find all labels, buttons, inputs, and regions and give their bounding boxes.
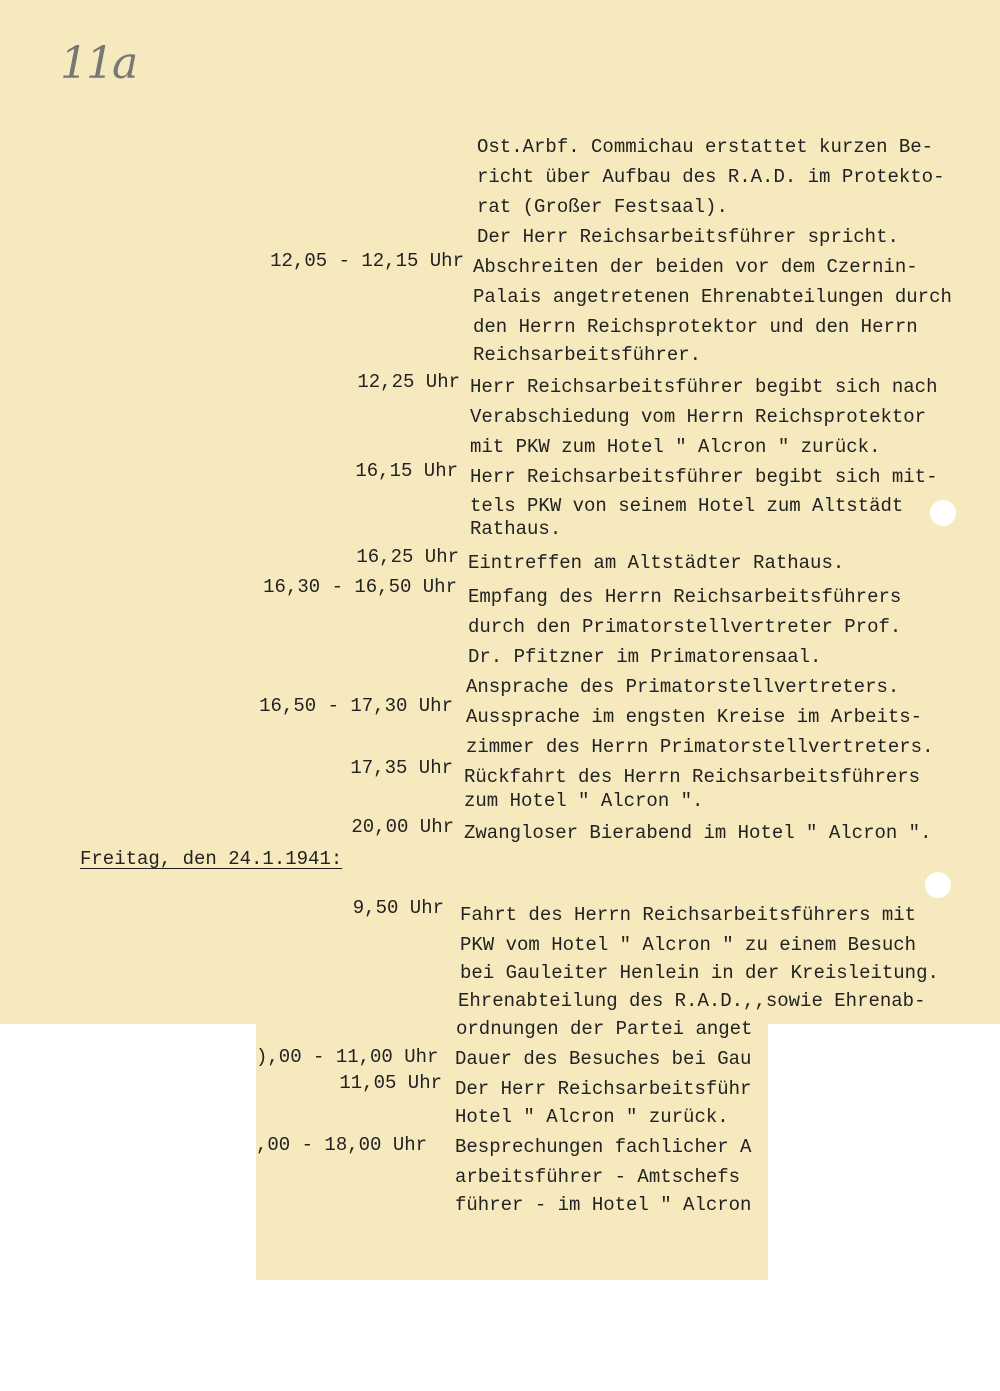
entry-line: mit PKW zum Hotel " Alcron " zurück. (470, 436, 881, 458)
entry-line: Der Herr Reichsarbeitsführ (455, 1078, 752, 1100)
punch-hole (930, 500, 956, 526)
entry-line: Ansprache des Primatorstellvertreters. (466, 676, 900, 698)
entry-time: 9,50 Uhr (352, 897, 444, 919)
entry-line: Rückfahrt des Herrn Reichsarbeitsführers (464, 766, 921, 788)
entry-line: Zwangloser Bierabend im Hotel " Alcron ". (464, 822, 932, 844)
punch-hole (925, 872, 951, 898)
entry-time: 16,15 Uhr (355, 460, 458, 482)
entry-line: Palais angetretenen Ehrenabteilungen durch (473, 286, 952, 308)
entry-line: bei Gauleiter Henlein in der Kreisleitung. (460, 962, 939, 984)
entry-line: zimmer des Herrn Primatorstellvertreters. (466, 736, 934, 758)
entry-line: Dauer des Besuches bei Gau (455, 1048, 752, 1070)
entry-time: 12,25 Uhr (357, 371, 460, 393)
entry-line: zum Hotel " Alcron ". (464, 790, 704, 812)
entry-time: 16,25 Uhr (356, 546, 459, 568)
entry-line: Verabschiedung vom Herrn Reichsprotektor (470, 406, 927, 428)
entry-time: 12,05 - 12,15 Uhr (270, 250, 464, 272)
entry-time: 20,00 Uhr (351, 816, 454, 838)
entry-time: ),00 - 11,00 Uhr (256, 1046, 439, 1068)
entry-line: führer - im Hotel " Alcron (455, 1194, 752, 1216)
handwritten-page-number: 11a (60, 38, 137, 89)
entry-line: Herr Reichsarbeitsführer begibt sich mit- (470, 466, 938, 488)
entry-line: Hotel " Alcron " zurück. (455, 1106, 729, 1128)
entry-line: Ehrenabteilung des R.A.D.,,sowie Ehrenab- (458, 990, 926, 1012)
entry-line: Aussprache im engsten Kreise im Arbeits- (466, 706, 923, 728)
entry-line: Fahrt des Herrn Reichsarbeitsführers mit (460, 904, 917, 926)
cropped-row (256, 1012, 768, 1042)
entry-line: Empfang des Herrn Reichsarbeitsführers (468, 586, 902, 608)
entry-line: den Herrn Reichsprotektor und den Herrn (473, 316, 918, 338)
cropped-lower-section (256, 1040, 768, 1280)
entry-line: Reichsarbeitsführer. (473, 344, 702, 366)
entry-line: Herr Reichsarbeitsführer begibt sich nach (470, 376, 938, 398)
entry-line: Abschreiten der beiden vor dem Czernin- (473, 256, 918, 278)
entry-time: 17,35 Uhr (350, 757, 453, 779)
entry-line: PKW vom Hotel " Alcron " zu einem Besuch (460, 934, 917, 956)
entry-line: durch den Primatorstellvertreter Prof. (468, 616, 902, 638)
entry-line: ordnungen der Partei anget (456, 1018, 753, 1040)
entry-line: Besprechungen fachlicher A (455, 1136, 752, 1158)
entry-line: arbeitsführer - Amtschefs (455, 1166, 741, 1188)
text-line: rat (Großer Festsaal). (477, 196, 728, 218)
entry-time: 16,50 - 17,30 Uhr (259, 695, 453, 717)
entry-line: Eintreffen am Altstädter Rathaus. (468, 552, 845, 574)
entry-time: 11,05 Uhr (339, 1072, 442, 1094)
text-line: Der Herr Reichsarbeitsführer spricht. (477, 226, 899, 248)
text-line: Ost.Arbf. Commichau erstattet kurzen Be- (477, 136, 934, 158)
entry-line: Rathaus. (470, 518, 562, 540)
entry-line: Dr. Pfitzner im Primatorensaal. (468, 646, 822, 668)
day-heading: Freitag, den 24.1.1941: (80, 848, 343, 870)
entry-time: ,00 - 18,00 Uhr (256, 1134, 428, 1156)
entry-line: tels PKW von seinem Hotel zum Altstädt (470, 495, 904, 517)
entry-time: 16,30 - 16,50 Uhr (263, 576, 457, 598)
text-line: richt über Aufbau des R.A.D. im Protekto- (477, 166, 945, 188)
